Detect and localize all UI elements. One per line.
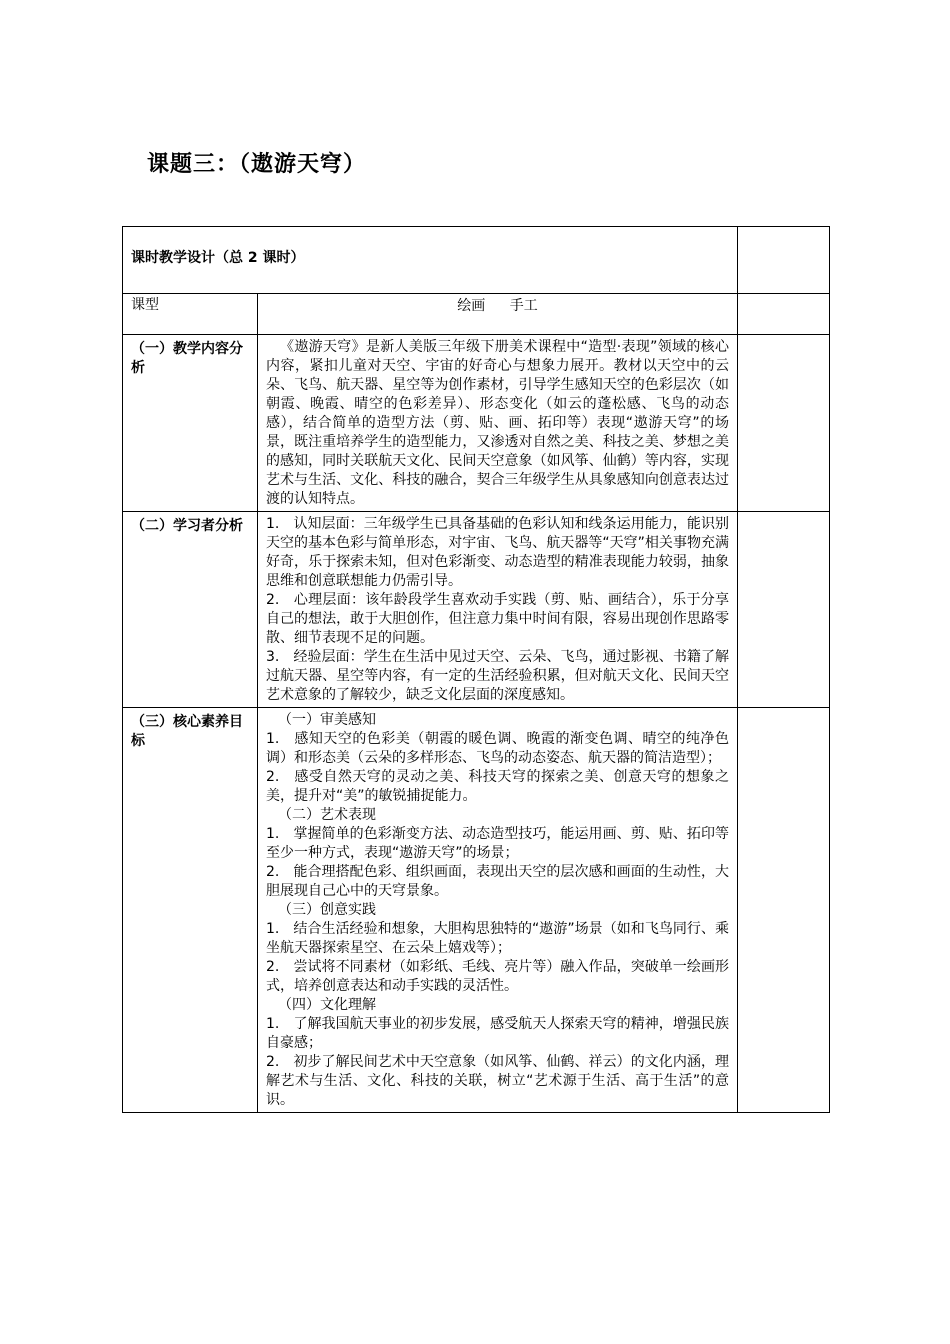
section-content-cell [258, 512, 738, 708]
section-paragraph: 1. 了解我国航天事业的初步发展，感受航天人探索天穹的精神，增强民族自豪感； [266, 1016, 729, 1051]
lesson-type-row [123, 294, 830, 335]
lesson-type-value: 绘画 [457, 298, 486, 314]
section-extra-cell [738, 335, 830, 512]
subsection-heading: （二）艺术表现 [278, 807, 376, 823]
section-label: （一）教学内容分析 [131, 341, 243, 376]
section-paragraph: 1. 认知层面：三年级学生已具备基础的色彩认知和线条运用能力，能识别天空的基本色彩与简单形态，对宇宙、飞鸟、航天器等“天穹”相关事物充满好奇，乐于探索未知，但对色彩渐变、动态造型的精准表现能力较弱，抽象思维和创意联想能力仍需引导。 [266, 516, 729, 589]
lesson-design-table [122, 226, 830, 1113]
section-row-core-goals [123, 708, 830, 1113]
subsection-heading: （四）文化理解 [278, 997, 376, 1013]
section-row-learner-analysis [123, 512, 830, 708]
lesson-type-label: 课型 [131, 297, 159, 313]
lesson-type-value: 手工 [509, 298, 538, 314]
page-title: 课题三：（遨游天穹） [147, 152, 367, 177]
header-extra-cell [738, 227, 830, 294]
section-label-cell [123, 335, 258, 512]
section-extra-cell [738, 512, 830, 708]
header-cell [123, 227, 738, 294]
subsection-heading: （一）审美感知 [278, 712, 376, 728]
section-paragraph: 1. 结合生活经验和想象，大胆构思独特的“遨游”场景（如和飞鸟同行、乘坐航天器探索星空、在云朵上嬉戏等）； [266, 921, 729, 956]
section-paragraph: 2. 尝试将不同素材（如彩纸、毛线、亮片等）融入作品，突破单一绘画形式，培养创意表达和动手实践的灵活性。 [266, 959, 729, 994]
section-paragraph: 1. 掌握简单的色彩渐变方法、动态造型技巧，能运用画、剪、贴、拓印等至少一种方式，表现“遨游天穹”的场景； [266, 826, 729, 861]
section-row-content-analysis [123, 335, 830, 512]
lesson-type-extra-cell [738, 294, 830, 335]
section-label-cell [123, 512, 258, 708]
section-paragraph: 2. 初步了解民间艺术中天空意象（如风筝、仙鹤、祥云）的文化内涵，理解艺术与生活、文化、科技的关联，树立“艺术源于生活、高于生活”的意识。 [266, 1054, 729, 1108]
table-header-title: 课时教学设计（总 2 课时） [131, 250, 305, 266]
section-label: （三）核心素养目标 [131, 714, 243, 749]
lesson-type-value-cell [258, 294, 738, 335]
section-label-cell [123, 708, 258, 1113]
subsection-heading: （三）创意实践 [278, 902, 376, 918]
section-paragraph: 2. 感受自然天穹的灵动之美、科技天穹的探索之美、创意天穹的想象之美，提升对“美”的敏锐捕捉能力。 [266, 769, 729, 804]
section-content-cell [258, 335, 738, 512]
section-extra-cell [738, 708, 830, 1113]
section-paragraph: 2. 心理层面：该年龄段学生喜欢动手实践（剪、贴、画结合），乐于分享自己的想法，敢于大胆创作，但注意力集中时间有限，容易出现创作思路零散、细节表现不足的问题。 [266, 592, 729, 646]
lesson-type-label-cell [123, 294, 258, 335]
section-paragraph: 3. 经验层面：学生在生活中见过天空、云朵、飞鸟，通过影视、书籍了解过航天器、星空等内容，有一定的生活经验积累，但对航天文化、民间天空艺术意象的了解较少，缺乏文化层面的深度感知。 [266, 649, 729, 703]
section-label: （二）学习者分析 [131, 518, 243, 534]
section-paragraph: 1. 感知天空的色彩美（朝霞的暖色调、晚霞的渐变色调、晴空的纯净色调）和形态美（云朵的多样形态、飞鸟的动态姿态、航天器的简洁造型）； [266, 731, 729, 766]
section-content-cell [258, 708, 738, 1113]
table-header-row [123, 227, 830, 294]
section-paragraph: 2. 能合理搭配色彩、组织画面，表现出天空的层次感和画面的生动性，大胆展现自己心中的天穹景象。 [266, 864, 729, 899]
section-paragraph: 《遨游天穹》是新人美版三年级下册美术课程中“造型·表现”领域的核心内容，紧扣儿童对天空、宇宙的好奇心与想象力展开。教材以天空中的云朵、飞鸟、航天器、星空等为创作素材，引导学生感知天空的色彩层次（如朝霞、晚霞、晴空的色彩差异）、形态变化（如云的蓬松感、飞鸟的动态感），结合简单的造型方法（剪、贴、画、拓印等）表现“遨游天穹”的场景，既注重培养学生的造型能力，又渗透对自然之美、科技之美、梦想之美的感知，同时关联航天文化、民间天空意象（如风筝、仙鹤）等内容，实现艺术与生活、文化、科技的融合，契合三年级学生从具象感知向创意表达过渡的认知特点。 [266, 339, 729, 507]
